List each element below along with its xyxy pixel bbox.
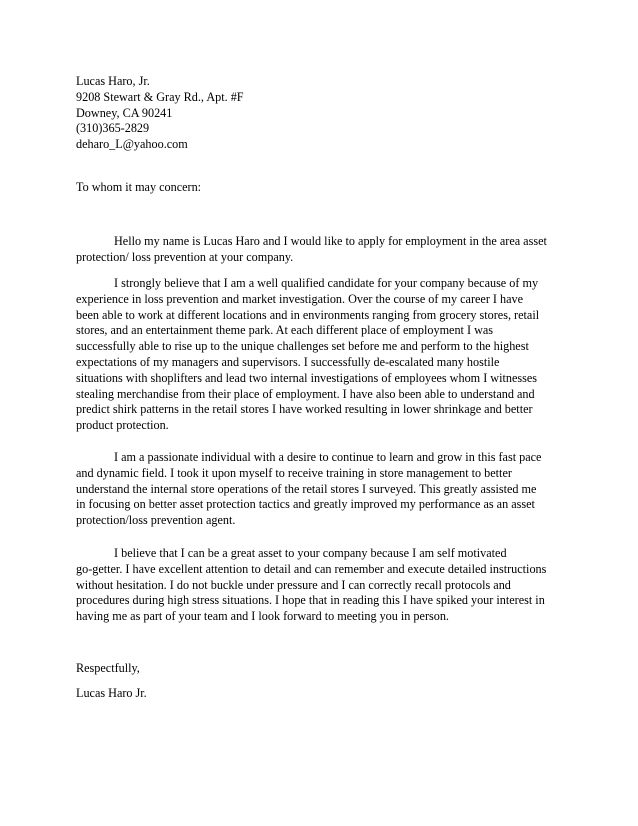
paragraph-line: I believe that I can be a great asset to your company because I am self motivated xyxy=(114,546,507,560)
paragraph-line: successfully able to rise up to the unique challenges set before me and perform to the highest xyxy=(76,339,529,354)
sender-address-block xyxy=(76,74,566,153)
paragraph-line: go-getter. I have excellent attention to detail and can remember and execute detailed instructions xyxy=(76,561,547,576)
signature-block xyxy=(76,686,566,702)
paragraph-line: product protection. xyxy=(76,418,169,433)
paragraph-line: Hello my name is Lucas Haro and I would like to apply for employment in the area asset xyxy=(114,234,547,248)
sender-phone: (310)365-2829 xyxy=(76,121,150,136)
paragraph-line: without hesitation. I do not buckle under pressure and I can correctly recall protocols and xyxy=(76,577,511,592)
paragraph-line: situations with shoplifters and lead two internal investigations of employees whom I witnesses xyxy=(76,370,538,385)
paragraph-line: understand the internal store operations of the retail stores I surveyed. This greatly assisted me xyxy=(76,481,537,496)
greeting: To whom it may concern: xyxy=(76,180,202,194)
sender-name: Lucas Haro, Jr. xyxy=(76,74,150,88)
signature: Lucas Haro Jr. xyxy=(76,686,147,700)
paragraph-experience xyxy=(76,276,566,434)
greeting-block xyxy=(76,180,566,196)
closing-block xyxy=(76,661,566,677)
paragraph-line: procedures during high stress situations. I hope that in reading this I have spiked your interest in xyxy=(76,593,545,608)
paragraph-line: in focusing on better asset protection tactics and greatly improved my performance as an asset xyxy=(76,497,535,512)
paragraph-line: protection/loss prevention agent. xyxy=(76,513,236,528)
paragraph-line: been able to work at different locations and in environments ranging from grocery stores, retail xyxy=(76,307,540,322)
sender-street: 9208 Stewart & Gray Rd., Apt. #F xyxy=(76,89,244,104)
paragraph-line: predict shirk patterns in the retail stores I have worked resulting in lower shrinkage and better xyxy=(76,402,533,417)
paragraph-line: protection/ loss prevention at your company. xyxy=(76,249,294,264)
paragraph-line: stealing merchandise from their place of employment. I have also been able to understand and xyxy=(76,386,535,401)
paragraph-line: I strongly believe that I am a well qualified candidate for your company because of my xyxy=(114,276,539,290)
paragraph-passion xyxy=(76,450,566,529)
paragraph-line: experience in loss prevention and market investigation. Over the course of my career I have xyxy=(76,291,524,306)
paragraph-intro xyxy=(76,234,566,266)
paragraph-line: stores, and an entertainment theme park. At each different place of employment I was xyxy=(76,323,494,338)
closing: Respectfully, xyxy=(76,661,140,675)
paragraph-line: and dynamic field. I took it upon myself to receive training in store management to better xyxy=(76,465,512,480)
paragraph-line: having me as part of your team and I look forward to meeting you in person. xyxy=(76,609,449,624)
sender-city: Downey, CA 90241 xyxy=(76,105,173,120)
paragraph-asset xyxy=(76,546,566,625)
paragraph-line: I am a passionate individual with a desire to continue to learn and grow in this fast pace xyxy=(114,450,542,464)
paragraph-line: expectations of my managers and supervisors. I successfully de-escalated many hostile xyxy=(76,354,500,369)
sender-email: deharo_L@yahoo.com xyxy=(76,137,188,152)
